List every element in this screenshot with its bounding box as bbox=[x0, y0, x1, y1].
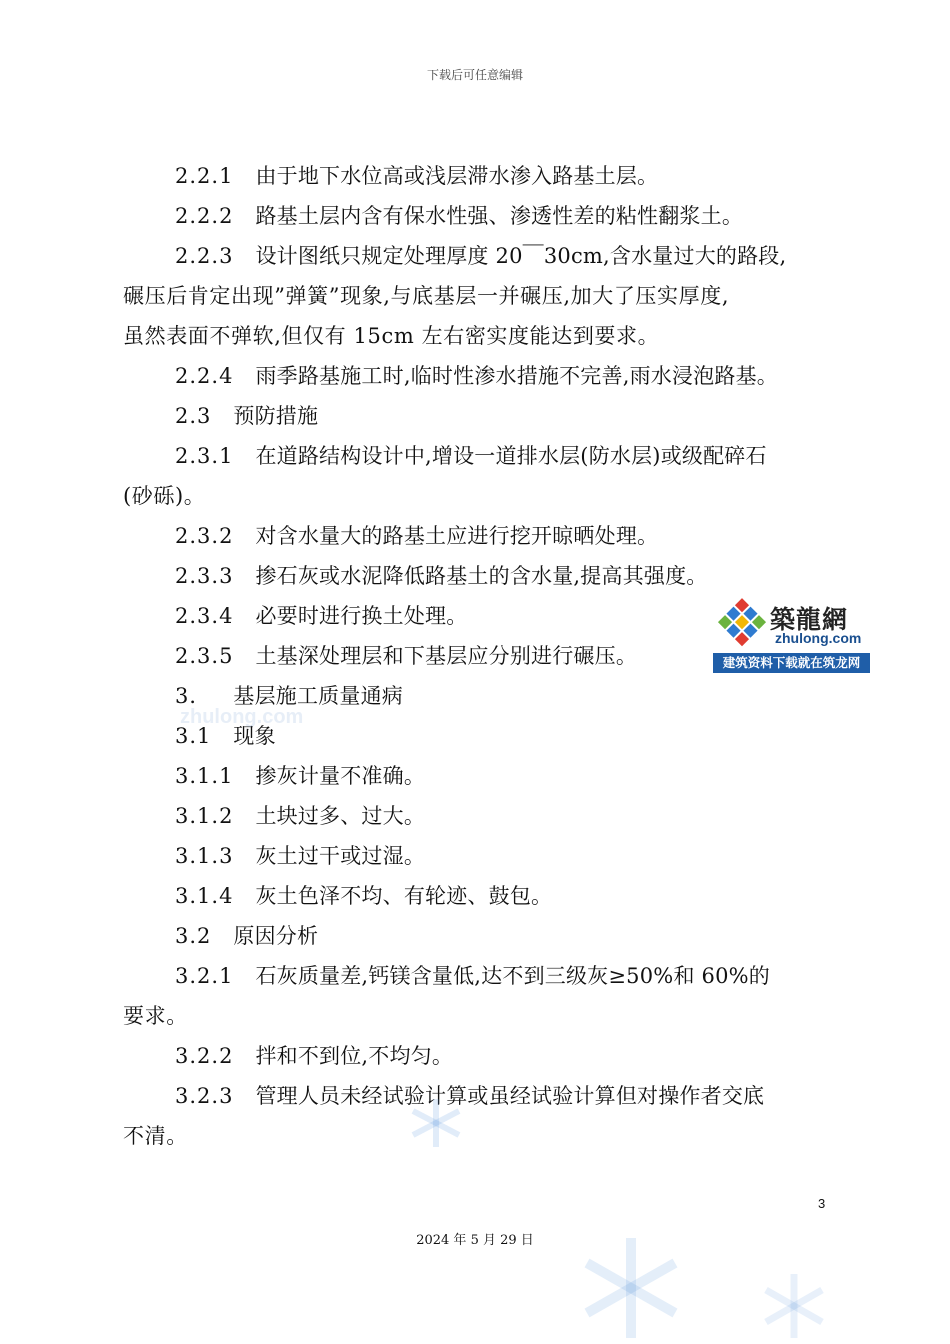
text-line bbox=[123, 1076, 833, 1116]
text-line bbox=[123, 556, 833, 596]
line-text: 管理人员未经试验计算或虽经试验计算但对操作者交底 bbox=[255, 1084, 765, 1108]
text-line bbox=[123, 476, 833, 516]
section-number: 2.3 bbox=[175, 404, 212, 428]
line-text: 土基深处理层和下基层应分别进行碾压。 bbox=[255, 644, 638, 668]
line-text: 原因分析 bbox=[233, 924, 319, 948]
section-number: 3.2 bbox=[175, 924, 212, 948]
line-text: 对含水量大的路基土应进行挖开晾晒处理。 bbox=[255, 524, 659, 548]
text-line bbox=[123, 156, 833, 196]
section-number: 2.2.3 bbox=[175, 244, 234, 268]
line-text: 由于地下水位高或浅层滞水渗入路基土层。 bbox=[255, 164, 659, 188]
text-line bbox=[123, 796, 833, 836]
line-text: 灰土色泽不均、有轮迹、鼓包。 bbox=[255, 884, 553, 908]
section-number: 2.2.2 bbox=[175, 204, 234, 228]
text-line bbox=[123, 1036, 833, 1076]
line-text: 拌和不到位,不均匀。 bbox=[255, 1044, 454, 1068]
section-number: 3.2.1 bbox=[175, 964, 234, 988]
zhulong-logo bbox=[713, 596, 870, 673]
text-line bbox=[123, 196, 833, 236]
watermark-text: zhulong.com bbox=[180, 706, 304, 728]
text-line bbox=[123, 1116, 833, 1156]
text-line bbox=[123, 236, 833, 276]
line-text: 必要时进行换土处理。 bbox=[255, 604, 468, 628]
text-line bbox=[123, 996, 833, 1036]
line-text: 要求。 bbox=[123, 1004, 188, 1028]
text-line bbox=[123, 956, 833, 996]
text-line bbox=[123, 436, 833, 476]
section-number: 3.1.3 bbox=[175, 844, 234, 868]
watermark-snowflake-icon bbox=[575, 1232, 687, 1344]
line-text: 在道路结构设计中,增设一道排水层(防水层)或级配碎石 bbox=[255, 444, 767, 468]
text-line bbox=[123, 276, 833, 316]
logo-chinese-name: 築龍網 bbox=[770, 605, 849, 634]
line-text: 路基土层内含有保水性强、渗透性差的粘性翻浆土。 bbox=[255, 204, 744, 228]
line-text: 不清。 bbox=[123, 1124, 188, 1148]
section-number: 2.2.4 bbox=[175, 364, 234, 388]
line-text: 基层施工质量通病 bbox=[233, 684, 403, 708]
logo-slogan: 建筑资料下载就在筑龙网 bbox=[713, 653, 870, 673]
section-number: 3． bbox=[175, 684, 212, 708]
line-text: 掺灰计量不准确。 bbox=[255, 764, 426, 788]
header-note: 下载后可任意编辑 bbox=[426, 68, 523, 82]
text-line bbox=[123, 916, 833, 956]
section-number: 2.3.5 bbox=[175, 644, 234, 668]
section-number: 3.2.3 bbox=[175, 1084, 234, 1108]
logo-english-name: zhulong.com bbox=[775, 630, 862, 646]
line-text: 虽然表面不弹软,但仅有 15cm 左右密实度能达到要求。 bbox=[123, 324, 660, 348]
line-text: 掺石灰或水泥降低路基土的含水量,提高其强度。 bbox=[255, 564, 708, 588]
section-number: 3.1.2 bbox=[175, 804, 234, 828]
section-number: 2.3.1 bbox=[175, 444, 234, 468]
watermark-snowflake-icon bbox=[405, 1095, 467, 1151]
text-line bbox=[123, 516, 833, 556]
section-number: 3.1 bbox=[175, 724, 212, 748]
line-text: 灰土过干或过湿。 bbox=[255, 844, 426, 868]
section-number: 3.1.4 bbox=[175, 884, 234, 908]
line-text: 土块过多、过大。 bbox=[255, 804, 426, 828]
text-line bbox=[123, 396, 833, 436]
text-line bbox=[123, 316, 833, 356]
text-line bbox=[123, 836, 833, 876]
section-number: 2.2.1 bbox=[175, 164, 234, 188]
line-text: 石灰质量差,钙镁含量低,达不到三级灰≥50%和 60%的 bbox=[255, 964, 771, 988]
section-number: 3.1.1 bbox=[175, 764, 234, 788]
footer-date: 2024 年 5 月 29 日 bbox=[416, 1233, 534, 1248]
text-line bbox=[123, 356, 833, 396]
text-line bbox=[123, 876, 833, 916]
line-text: 预防措施 bbox=[233, 404, 319, 428]
section-number: 2.3.2 bbox=[175, 524, 234, 548]
section-number: 3.2.2 bbox=[175, 1044, 234, 1068]
line-text: 现象 bbox=[233, 724, 276, 748]
line-text: (砂砾)。 bbox=[123, 484, 206, 508]
page-number: 3 bbox=[818, 1196, 826, 1211]
line-text: 碾压后肯定出现”弹簧”现象,与底基层一并碾压,加大了压实厚度, bbox=[123, 284, 730, 308]
text-line bbox=[123, 756, 833, 796]
line-text: 设计图纸只规定处理厚度 20￣30cm,含水量过大的路段, bbox=[255, 244, 787, 268]
section-number: 2.3.4 bbox=[175, 604, 234, 628]
logo-top bbox=[713, 596, 870, 653]
line-text: 雨季路基施工时,临时性渗水措施不完善,雨水浸泡路基。 bbox=[255, 364, 778, 388]
watermark-snowflake-icon bbox=[758, 1270, 830, 1342]
logo-mark-icon bbox=[715, 598, 769, 652]
section-number: 2.3.3 bbox=[175, 564, 234, 588]
